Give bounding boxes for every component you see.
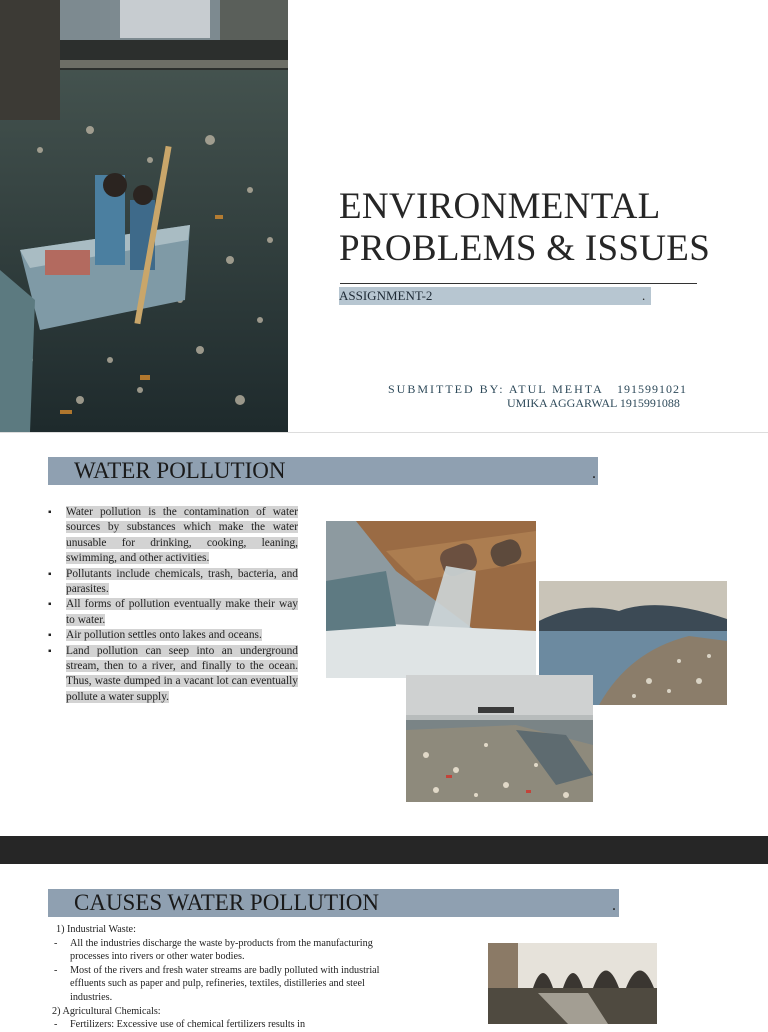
presentation-title bbox=[339, 186, 710, 270]
title-underline bbox=[340, 283, 697, 284]
pollution-bullet-list bbox=[48, 505, 298, 705]
list-item: - Fertilizers: Excessive use of chemical fertilizers results in bbox=[52, 1018, 382, 1032]
list-item: ▪ Water pollution is the contamination of water sources by substances which make the water unusable for drinking, cooking, leaning, swimming, and other activities. bbox=[48, 505, 298, 567]
cover-photo-polluted-river-boat bbox=[0, 0, 288, 432]
list-item: - All the industries discharge the waste by-products from the manufacturing processes into rivers or other water bodies. bbox=[52, 937, 382, 964]
list-item: ▪ Pollutants include chemicals, trash, bacteria, and parasites. bbox=[48, 567, 298, 598]
list-item: ▪ Land pollution can seep into an underground stream, then to a river, and finally to the ocean. Thus, waste dumped in a vacant lot can eventually pollute a water supply. bbox=[48, 644, 298, 706]
submitted-by: SUBMITTED BY: ATUL MEHTA bbox=[388, 382, 604, 396]
second-member: UMIKA AGGARWAL 1915991088 bbox=[507, 396, 680, 410]
heading-dot: . bbox=[592, 465, 596, 482]
slide-heading: WATER POLLUTION bbox=[74, 458, 286, 483]
list-item: ▪ All forms of pollution eventually make their way to water. bbox=[48, 597, 298, 628]
assignment-label: ASSIGNMENT-2 bbox=[339, 288, 433, 303]
heading-dot: . bbox=[612, 897, 616, 914]
title-line-2: PROBLEMS & ISSUES bbox=[339, 228, 711, 269]
assignment-dot: . bbox=[642, 288, 646, 303]
title-line-1: ENVIRONMENTAL bbox=[339, 186, 661, 227]
slide-heading: CAUSES WATER POLLUTION bbox=[74, 890, 379, 915]
list-item: ▪ Air pollution settles onto lakes and oceans. bbox=[48, 628, 298, 643]
cause-heading-industrial: 1) Industrial Waste: bbox=[56, 924, 136, 935]
drain-outfall-photo bbox=[488, 943, 657, 1024]
list-item: - Most of the rivers and fresh water streams are badly polluted with industrial effluents such as paper and pulp, refineries, textiles, distilleries and steel industries. bbox=[52, 964, 382, 1005]
causes-list bbox=[52, 923, 382, 1032]
cause-heading-agricultural: 2) Agricultural Chemicals: bbox=[52, 1005, 161, 1017]
slide-divider bbox=[0, 836, 768, 864]
trash-water-photo bbox=[406, 675, 593, 802]
pipe-discharge-photo bbox=[326, 521, 536, 678]
title-slide bbox=[0, 0, 768, 432]
submitter-roll-number: 1915991021 bbox=[617, 382, 687, 396]
water-pollution-slide bbox=[0, 432, 768, 837]
causes-slide bbox=[0, 864, 768, 1031]
